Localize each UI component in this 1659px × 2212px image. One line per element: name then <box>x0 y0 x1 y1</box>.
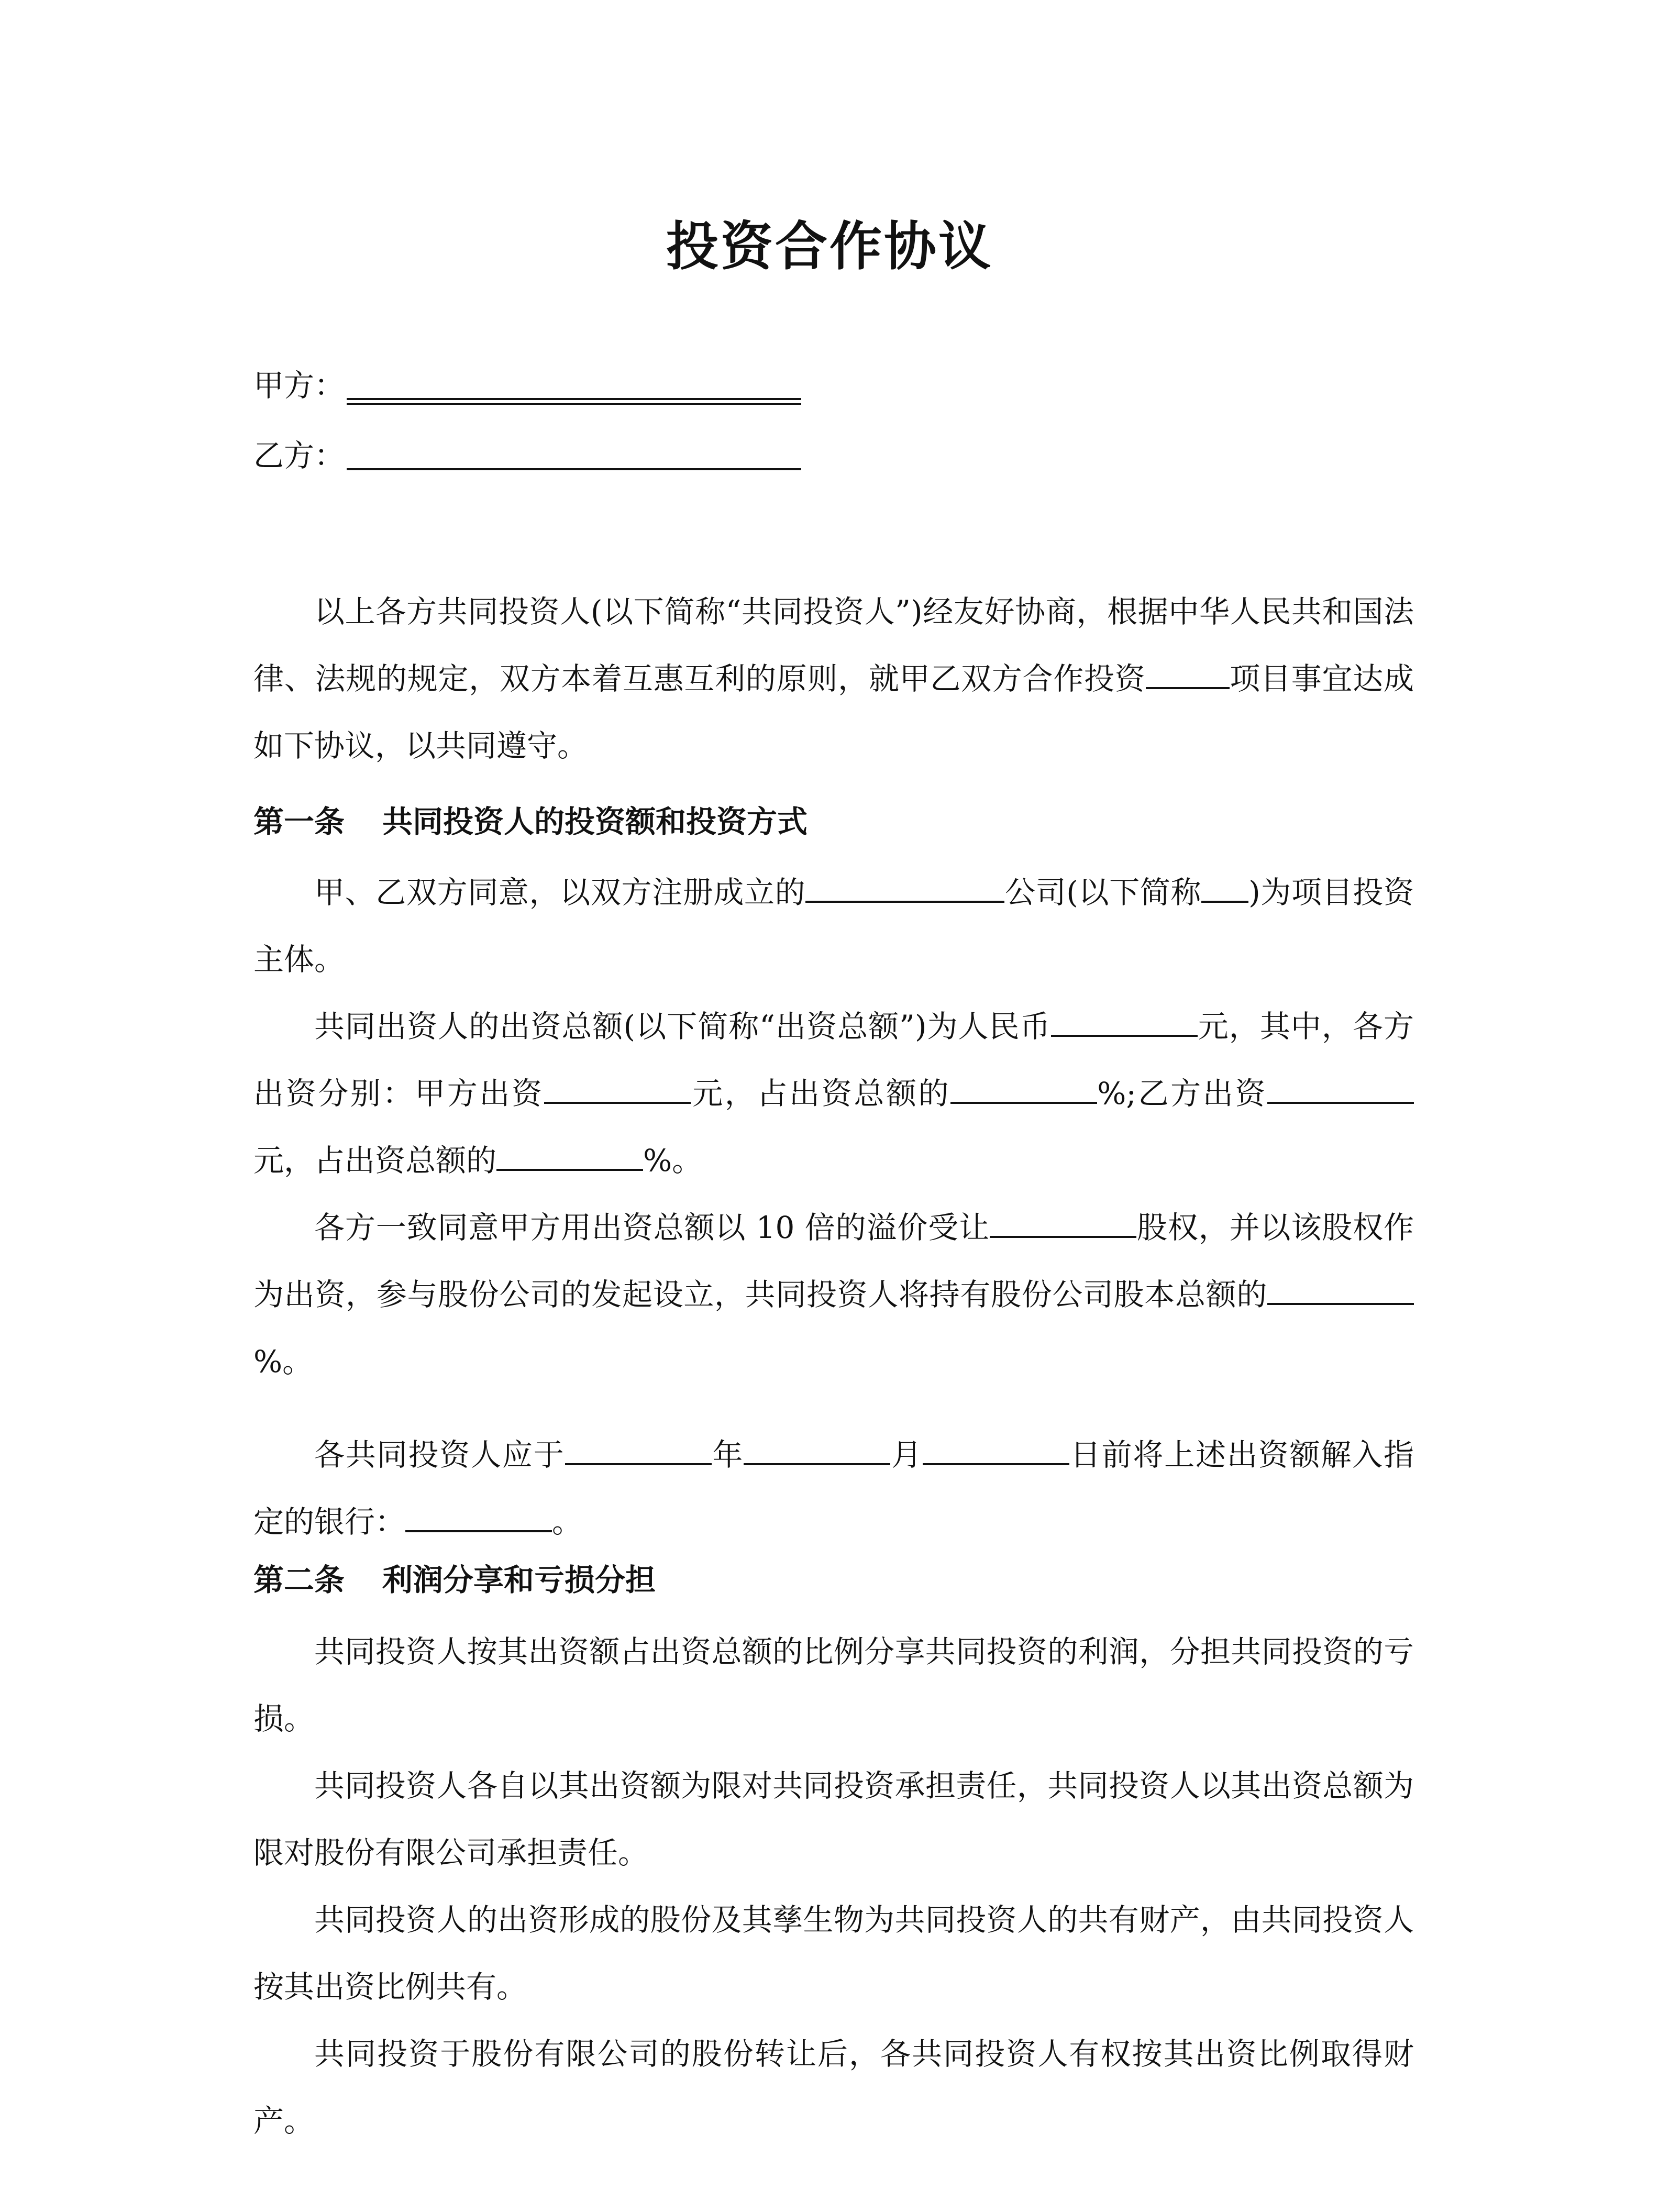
article-1-body <box>253 859 1414 1555</box>
intro-section <box>253 578 1414 779</box>
a1p3-text-2: 股权，并以该股权作为出资，参与股份公司的发起设立，共同投资人将持有股份公司股本总额的 <box>253 1210 1414 1312</box>
intro-text-2: 项目事宜达成如下协议，以共同遵守。 <box>253 661 1414 764</box>
party-a-label: 甲方： <box>253 368 345 403</box>
party-b-row <box>253 435 801 477</box>
a1p3-text-1: 各方一致同意甲方用出资总额以 10 倍的溢价受让 <box>314 1210 990 1245</box>
year-blank <box>565 1434 712 1465</box>
article-2-body <box>253 1618 1414 2154</box>
article-1-number: 第一条 <box>253 804 345 839</box>
a1p2-text-4: %;乙方出资 <box>1097 1076 1267 1111</box>
a1p4-text-5: 。 <box>552 1504 583 1540</box>
party-b-percent-blank <box>496 1140 643 1171</box>
day-blank <box>923 1434 1069 1465</box>
article-2-paragraph-2: 共同投资人各自以其出资额为限对共同投资承担责任，共同投资人以其出资总额为限对股份有限公司承担责任。 <box>253 1768 1414 1871</box>
article-2-heading <box>253 1556 656 1603</box>
equity-blank <box>990 1207 1136 1238</box>
month-blank <box>744 1434 890 1465</box>
a1p2-text-6: %。 <box>643 1143 703 1178</box>
intro-paragraph <box>253 578 1414 779</box>
a1p3-text-3: %。 <box>253 1344 313 1379</box>
a1p4-text-2: 年 <box>711 1437 744 1473</box>
article-1-paragraph-1 <box>253 859 1414 993</box>
a1p2-text-1: 共同出资人的出资总额(以下简称“出资总额”)为人民币 <box>314 1009 1051 1044</box>
a1p1-text-3: )为项目投资主体。 <box>253 875 1414 977</box>
article-2-title: 利润分享和亏损分担 <box>382 1562 656 1598</box>
article-2-paragraph-4: 共同投资于股份有限公司的股份转让后，各共同投资人有权按其出资比例取得财产。 <box>253 2036 1414 2139</box>
article-2-number: 第二条 <box>253 1562 345 1598</box>
a1p4-text-4: 日前将上述出资额解入指定的银行： <box>253 1437 1414 1540</box>
a1p4-text-3: 月 <box>890 1437 923 1473</box>
party-b-label: 乙方： <box>253 438 345 473</box>
a1p1-text-1: 甲、乙双方同意，以双方注册成立的 <box>314 875 806 910</box>
total-amount-blank <box>1051 1005 1198 1037</box>
article-2-paragraph-3: 共同投资人的出资形成的股份及其孳生物为共同投资人的共有财产，由共同投资人按其出资比例共有。 <box>253 1902 1414 2005</box>
party-a-amount-blank <box>544 1072 691 1104</box>
document-title: 投资合作协议 <box>666 215 993 277</box>
project-blank <box>1146 658 1230 689</box>
party-a-row <box>253 364 801 406</box>
a1p1-text-2: 公司(以下简称 <box>1004 875 1202 910</box>
share-percent-blank <box>1267 1274 1414 1305</box>
party-a-blank <box>347 364 801 400</box>
intro-text-1: 以上各方共同投资人(以下简称“共同投资人”)经友好协商，根据中华人民共和国法律、法规的规定，双方本着互惠互利的原则，就甲乙双方合作投资 <box>253 594 1414 696</box>
article-1-paragraph-3 <box>253 1194 1414 1395</box>
article-1-paragraph-4 <box>253 1421 1414 1555</box>
article-1-paragraph-2 <box>253 993 1414 1194</box>
party-a-percent-blank <box>950 1072 1097 1104</box>
bank-blank <box>405 1501 552 1532</box>
article-2-paragraph-1: 共同投资人按其出资额占出资总额的比例分享共同投资的利润，分担共同投资的亏损。 <box>253 1634 1414 1737</box>
a1p2-text-2: 元，其中，各方出资分别：甲方出资 <box>253 1009 1414 1111</box>
party-b-amount-blank <box>1267 1072 1414 1104</box>
a1p2-text-3: 元，占出资总额的 <box>690 1076 951 1111</box>
a1p2-text-5: 元，占出资总额的 <box>253 1143 497 1178</box>
article-1-title: 共同投资人的投资额和投资方式 <box>382 804 808 839</box>
party-b-blank <box>347 435 801 470</box>
article-1-heading <box>253 798 808 845</box>
abbreviation-blank <box>1201 871 1248 903</box>
company-blank <box>805 871 1004 903</box>
a1p4-text-1: 各共同投资人应于 <box>314 1437 565 1473</box>
